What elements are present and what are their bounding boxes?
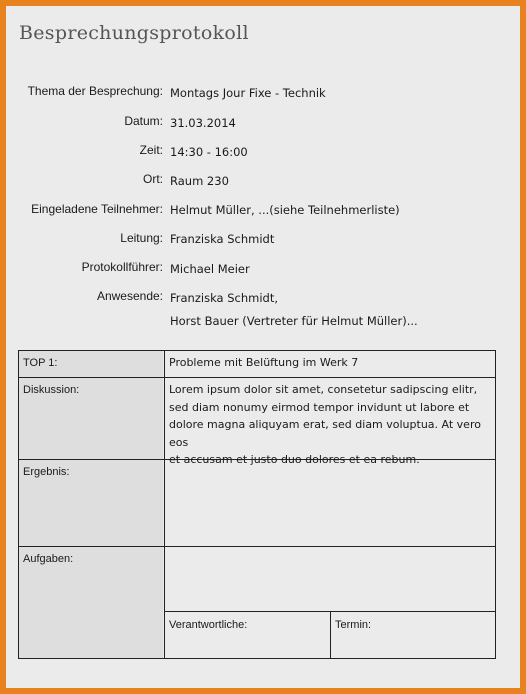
- discussion-line: sed diam nonumy eirmod tempor invidunt ut labore et: [169, 400, 470, 414]
- label-column-shading: [19, 351, 163, 658]
- deadline-label: Termin:: [335, 619, 372, 631]
- top-label: TOP 1:: [23, 357, 58, 369]
- result-label: Ergebnis:: [23, 466, 70, 478]
- discussion-label: Diskussion:: [23, 384, 80, 396]
- minutes-value: Michael Meier: [170, 262, 250, 276]
- discussion-text: [169, 381, 495, 469]
- discussion-line: et accusam et justo duo dolores et ea rebum.: [169, 453, 420, 466]
- row-divider-result: [19, 546, 495, 547]
- responsible-label: Verantwortliche:: [169, 619, 248, 631]
- top-value: Probleme mit Belüftung im Werk 7: [169, 356, 359, 369]
- discussion-line: Lorem ipsum dolor sit amet, consetetur sadipscing elitr,: [169, 383, 478, 396]
- row-divider-top: [19, 377, 495, 378]
- place-value: Raum 230: [170, 174, 229, 188]
- topic-value: Montags Jour Fixe - Technik: [170, 86, 326, 100]
- topic-label: Thema der Besprechung:: [27, 84, 163, 98]
- page-title: Besprechungsprotokoll: [19, 22, 249, 44]
- invited-label: Eingeladene Teilnehmer:: [31, 202, 163, 216]
- agenda-table: [18, 350, 496, 659]
- present-label: Anwesende:: [96, 289, 163, 303]
- present-value-line1: Franziska Schmidt,: [170, 291, 278, 305]
- column-divider-deadline: [330, 611, 331, 658]
- date-label: Datum:: [124, 114, 163, 128]
- tasks-label: Aufgaben:: [23, 553, 74, 565]
- time-label: Zeit:: [139, 143, 163, 157]
- present-value-line2: Horst Bauer (Vertreter für Helmut Müller)...: [170, 314, 418, 328]
- time-value: 14:30 - 16:00: [170, 145, 248, 159]
- lead-value: Franziska Schmidt: [170, 232, 275, 246]
- place-label: Ort:: [143, 172, 163, 186]
- lead-label: Leitung:: [120, 231, 163, 245]
- discussion-line: dolore magna aliquyam erat, sed diam voluptua. At vero eos: [169, 418, 481, 449]
- minutes-label: Protokollführer:: [81, 260, 163, 274]
- invited-value: Helmut Müller, ...(siehe Teilnehmerliste): [170, 203, 400, 217]
- date-value: 31.03.2014: [170, 116, 236, 130]
